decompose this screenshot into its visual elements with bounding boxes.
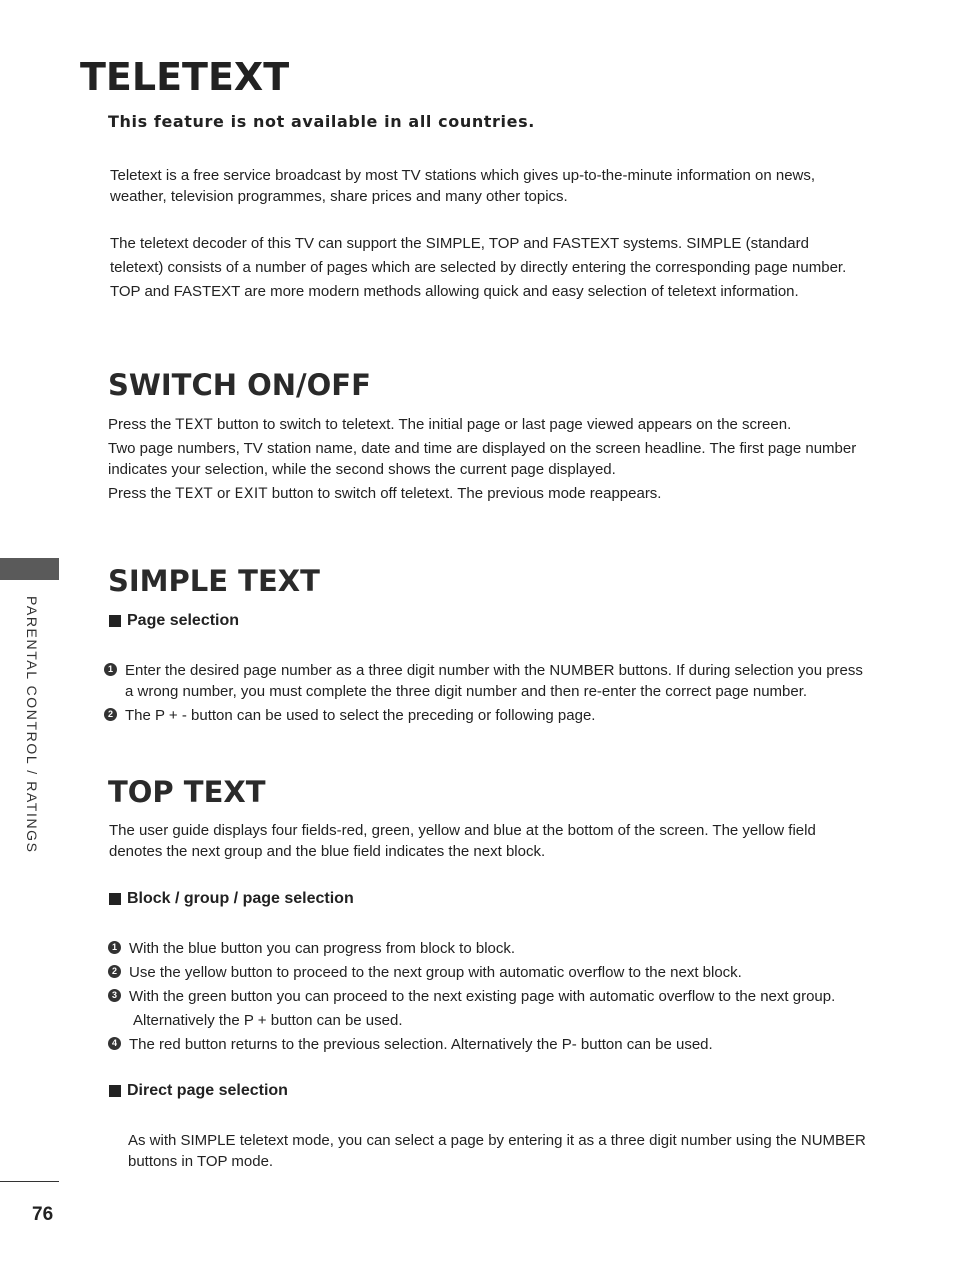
list-item: 3 With the green button you can proceed to the next existing page with automatic overflow to the next group. [108,986,898,1007]
number-2-icon: 2 [104,708,117,721]
page-number: 76 [32,1204,54,1225]
number-1-icon: 1 [104,663,117,676]
switch-line-3: Press the TEXT or EXIT button to switch off teletext. The previous mode reappears. [108,485,662,502]
page-title: TELETEXT [80,55,290,99]
list-item: 2 Use the yellow button to proceed to the next group with automatic overflow to the next block. [108,962,878,983]
p-plus-key: P + [243,1012,267,1029]
number-1-icon: 1 [108,941,121,954]
square-bullet-icon [109,615,121,627]
switch-line-2: Two page numbers, TV station name, date and time are displayed on the screen headline. The first page number indicates your selection, while the second shows the current page displayed. [108,440,857,478]
number-4-icon: 4 [108,1037,121,1050]
intro-paragraph-2: The teletext decoder of this TV can support the SIMPLE, TOP and FASTEXT systems. SIMPLE (standard teletext) consists of a number of pages which are selected by directly entering the corresponding page number. TOP and FASTEXT are more modern methods allowing quick and easy selection of teletext information. [110,235,847,300]
p-minus-key: P- [561,1036,577,1053]
top-section-title: TOP TEXT [108,775,266,809]
direct-page-paragraph: As with SIMPLE teletext mode, you can select a page by entering it as a three digit number using the NUMBER buttons in TOP mode. [128,1132,866,1170]
footer-divider [0,1181,59,1182]
text-key-label: TEXT [175,417,213,433]
square-bullet-icon [109,893,121,905]
square-bullet-icon [109,1085,121,1097]
intro-paragraph-1: Teletext is a free service broadcast by most TV stations which gives up-to-the-minute information on news, weather, television programmes, share prices and many other topics. [110,167,816,205]
switch-line-1: Press the TEXT button to switch to teletext. The initial page or last page viewed appears on the screen. [108,416,792,433]
list-item-continuation: Alternatively the P + button can be used. [133,1012,403,1029]
block-group-page-subhead: Block / group / page selection [109,890,354,908]
list-item: 1 Enter the desired page number as a three digit number with the NUMBER buttons. If during selection you press a wrong number, you must complete the three digit number and then re-enter the correct page number. [104,660,874,702]
page-selection-subhead: Page selection [109,612,239,630]
list-item: 4 The red button returns to the previous selection. Alternatively the P- button can be used. [108,1034,878,1055]
direct-page-subhead: Direct page selection [109,1082,288,1100]
simple-section-title: SIMPLE TEXT [108,564,320,598]
sidebar-tab-marker [0,558,59,580]
number-2-icon: 2 [108,965,121,978]
text-key-label: TEXT [175,486,213,502]
list-item: 1 With the blue button you can progress from block to block. [108,938,878,959]
top-intro-paragraph: The user guide displays four fields-red, green, yellow and blue at the bottom of the screen. The yellow field denotes the next group and the blue field indicates the next block. [109,822,816,860]
exit-key-label: EXIT [234,486,268,502]
list-item: 2 The P + - button can be used to select the preceding or following page. [104,705,874,726]
switch-section-title: SWITCH ON/OFF [108,368,371,402]
p-plus-minus-key: P + - [155,707,187,724]
number-3-icon: 3 [108,989,121,1002]
availability-notice: This feature is not available in all countries. [108,112,535,131]
sidebar-section-label: PARENTAL CONTROL / RATINGS [24,596,40,854]
